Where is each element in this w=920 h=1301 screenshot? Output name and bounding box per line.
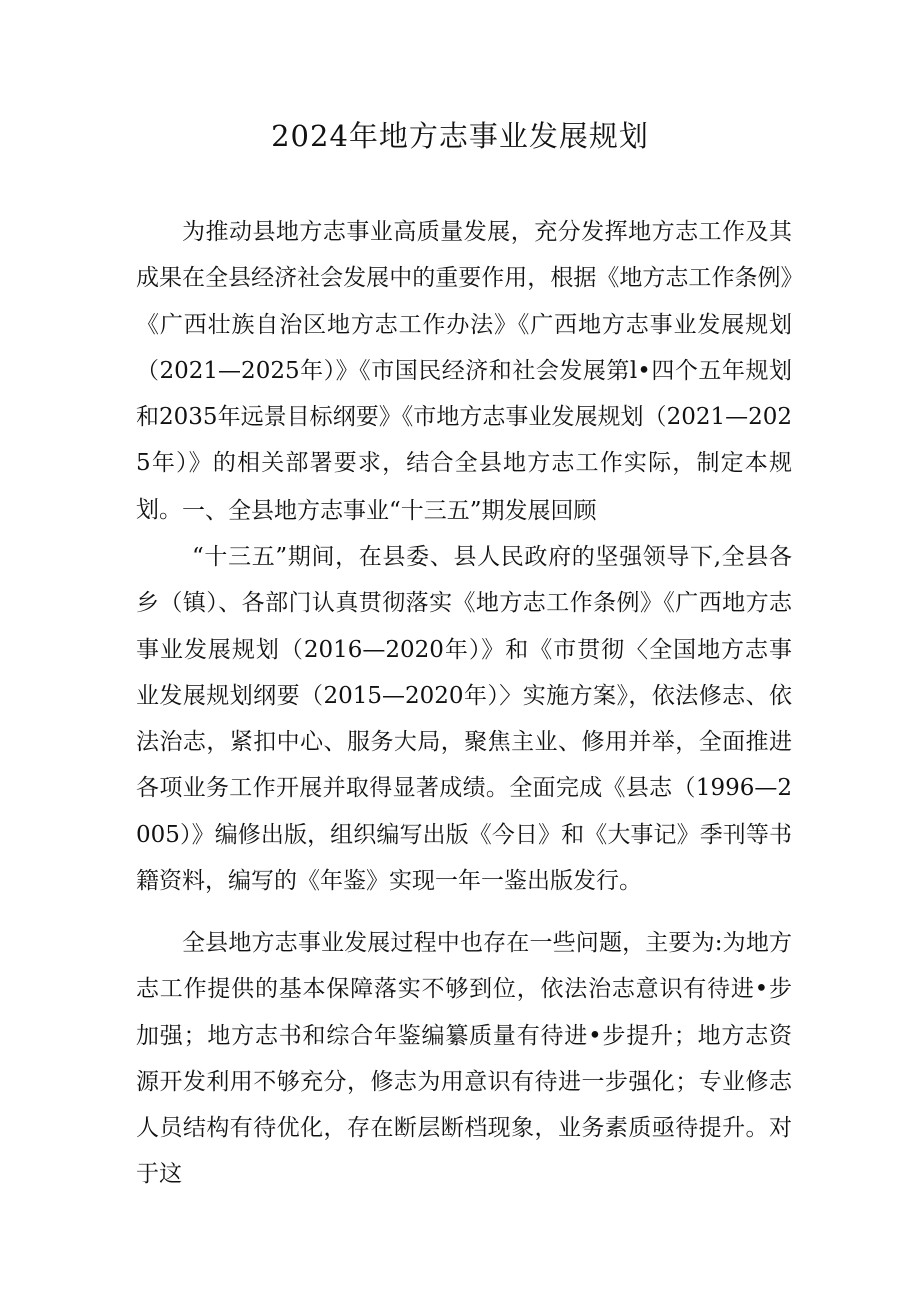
problems-paragraph: 全县地方志事业发展过程中也存在一些问题，主要为:为地方志工作提供的基本保障落实不够到位，依法治志意识有待进•步加强；地方志书和综合年鉴编纂质量有待进•步提升；地方志资源开发利用不够充分，修志为用意识有待进一步强化；专业修志人员结构有待优化，存在断层断档现象，业务素质亟待提升。对于这 [136, 930, 792, 1188]
document-title: 2024年地方志事业发展规划 [271, 119, 649, 153]
intro-paragraph: 为推动县地方志事业高质量发展，充分发挥地方志工作及其成果在全县经济社会发展中的重要作用，根据《地方志工作条例》《广西壮族自治区地方志工作办法》《广西地方志事业发展规划（2021—2025年）》《市国民经济和社会发展第l•四个五年规划和2035年远景目标纲要》《市地方志事业发展规划（2021—2025年）》的相关部署要求，结合全县地方志工作实际，制定本规划。 [136, 219, 792, 523]
review-paragraph: “十三五”期间，在县委、县人民政府的坚强领导下,全县各乡（镇）、各部门认真贯彻落实《地方志工作条例》《广西地方志事业发展规划（2016—2020年）》和《市贯彻〈全国地方志事业发展规划纲要（2015—2020年）〉实施方案》，依法修志、依法治志，紧扣中心、服务大局，聚焦主业、修用并举，全面推进各项业务工作开展并取得显著成绩。全面完成《县志（1996—2005）》编修出版，组织编写出版《今日》和《大事记》季刊等书籍资料，编写的《年鉴》实现一年一鉴出版发行。 [136, 544, 792, 895]
section-heading: 一、全县地方志事业“十三五”期发展回顾 [182, 498, 597, 524]
